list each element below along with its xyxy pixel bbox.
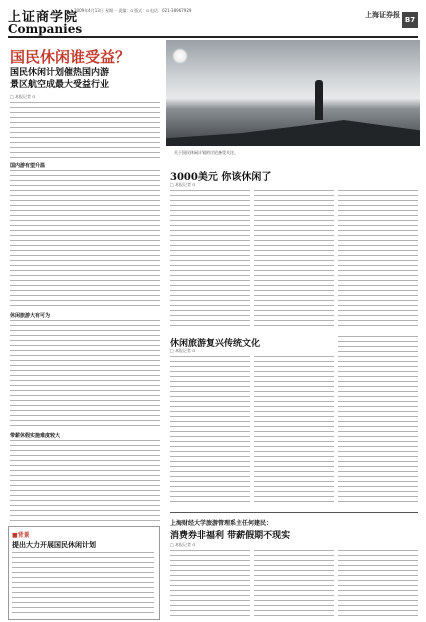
section-head-2: 休闲旅游大有可为	[10, 313, 51, 319]
issue-info: 2009年4月13日 星期一 责编：ɑ 版式：ɑ 电话：021-38967929	[74, 8, 192, 13]
bottom-kicker: 上海财经大学旅游管理系主任何建民：	[170, 520, 273, 527]
body-text-block	[170, 550, 250, 616]
photo-figure	[315, 80, 323, 120]
page-number: B7	[402, 12, 418, 28]
section-head-3: 带薪休假实施难度较大	[10, 433, 61, 439]
body-text-block	[254, 356, 334, 506]
section-divider	[170, 512, 418, 513]
mid-headline-2: 休闲旅游复兴传统文化	[170, 339, 261, 349]
sidebar-headline: 提出大力开展国民休闲计划	[12, 541, 96, 549]
section-title: Companies	[8, 22, 83, 36]
main-byline: □ 本报记者 ɑ	[10, 94, 35, 99]
body-text-block	[10, 440, 160, 522]
masthead	[8, 6, 418, 36]
body-text-block	[338, 336, 418, 506]
body-text-block	[10, 170, 160, 310]
subheadline-2: 景区航空成最大受益行业	[10, 80, 110, 90]
subheadline-1: 国民休闲计划催热国内游	[10, 68, 110, 78]
body-text-block	[170, 356, 250, 506]
body-text-block	[10, 102, 160, 160]
body-text-block	[10, 320, 160, 428]
photo-sun	[172, 48, 188, 64]
mid-byline-2: □ 本报记者 ɑ	[170, 348, 195, 353]
bottom-headline: 消费券非福利 带薪假期不现实	[170, 531, 291, 541]
photo-caption: 关于国民休闲计划的讨论备受关注。	[174, 150, 238, 155]
main-headline: 国民休闲谁受益？	[10, 48, 131, 66]
masthead-rule	[8, 36, 418, 38]
body-text-block	[254, 550, 334, 616]
mid-headline: 3000美元 你该休闲了	[170, 172, 272, 183]
body-text-block	[254, 190, 334, 330]
brand-title: 上证商学院	[8, 10, 79, 25]
sidebar-title: ■背景	[12, 532, 30, 539]
body-text-block	[338, 550, 418, 616]
mid-byline: □ 本报记者 ɑ	[170, 182, 195, 187]
right-brand: 上海证券报	[365, 10, 400, 19]
body-text-block	[338, 190, 418, 330]
bottom-byline: □ 本报记者 ɑ	[170, 542, 195, 547]
section-head-1: 国内游有望升温	[10, 163, 46, 169]
body-text-block	[170, 190, 250, 330]
body-text-block	[12, 552, 154, 614]
